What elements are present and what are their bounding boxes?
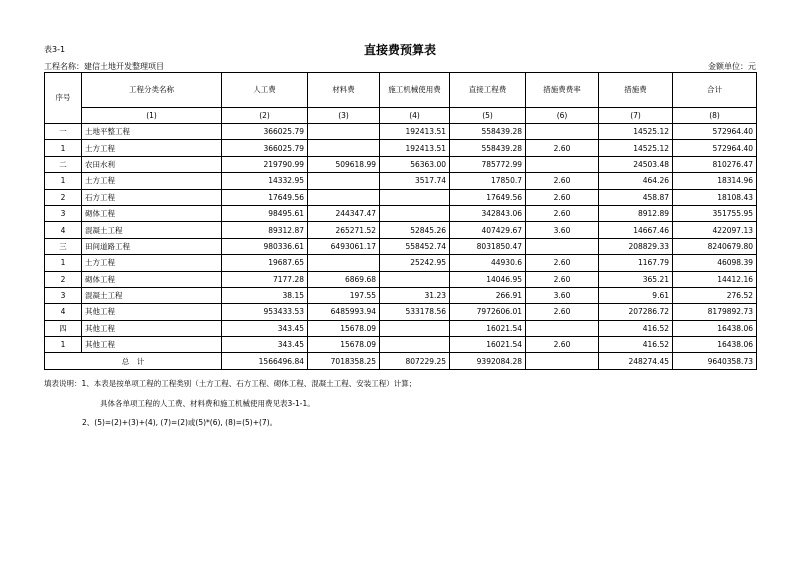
- cell-category: 土方工程: [82, 140, 222, 156]
- table-row: [45, 156, 757, 172]
- cell-category: 土方工程: [82, 255, 222, 271]
- header-cell-direct-cost: 直接工程费: [450, 73, 526, 108]
- header-cell-machinery: 施工机械使用费: [380, 73, 450, 108]
- cell-category: 田间道路工程: [82, 238, 222, 254]
- cell-measure-fee: 365.21: [599, 271, 673, 287]
- cell-category: 其他工程: [82, 337, 222, 353]
- cell-machinery: [380, 205, 450, 221]
- cell-category: 农田水利: [82, 156, 222, 172]
- cell-total: 276.52: [673, 287, 757, 303]
- header-cell-material: 材料费: [308, 73, 380, 108]
- table-row: [45, 320, 757, 336]
- cell-category: 砌体工程: [82, 205, 222, 221]
- cell-labor: 343.45: [222, 320, 308, 336]
- header-cell-total: 合计: [673, 73, 757, 108]
- cell-index: 二: [45, 156, 82, 172]
- cell-measure-fee: 208829.33: [599, 238, 673, 254]
- total-cell-total: 9640358.73: [673, 353, 757, 369]
- cell-machinery: 192413.51: [380, 124, 450, 140]
- cell-measure-rate: [526, 320, 599, 336]
- cell-material: [308, 140, 380, 156]
- cell-index: 四: [45, 320, 82, 336]
- cell-measure-fee: 14667.46: [599, 222, 673, 238]
- cell-machinery: [380, 271, 450, 287]
- cell-material: 15678.09: [308, 320, 380, 336]
- cell-measure-rate: 2.60: [526, 304, 599, 320]
- cell-machinery: 52845.26: [380, 222, 450, 238]
- cell-direct-cost: 407429.67: [450, 222, 526, 238]
- cell-measure-fee: 1167.79: [599, 255, 673, 271]
- total-row: [45, 353, 757, 369]
- cell-index: 4: [45, 304, 82, 320]
- cell-measure-fee: 464.26: [599, 173, 673, 189]
- column-index-cell: (3): [308, 108, 380, 124]
- header-cell-measure-fee: 措施费: [599, 73, 673, 108]
- cell-total: 18108.43: [673, 189, 757, 205]
- cell-labor: 366025.79: [222, 124, 308, 140]
- cell-measure-fee: 8912.89: [599, 205, 673, 221]
- cell-machinery: 3517.74: [380, 173, 450, 189]
- cell-direct-cost: 342843.06: [450, 205, 526, 221]
- cell-machinery: [380, 189, 450, 205]
- cell-material: 6869.68: [308, 271, 380, 287]
- cell-index: 三: [45, 238, 82, 254]
- cell-category: 土地平整工程: [82, 124, 222, 140]
- table-row: [45, 304, 757, 320]
- project-name: 工程名称：建信土地开发整理项目: [44, 62, 164, 71]
- table-row: [45, 140, 757, 156]
- cell-direct-cost: 16021.54: [450, 337, 526, 353]
- cell-category: 其他工程: [82, 304, 222, 320]
- table-row: [45, 287, 757, 303]
- cell-direct-cost: 14046.95: [450, 271, 526, 287]
- cell-measure-fee: 207286.72: [599, 304, 673, 320]
- header-row: [45, 73, 757, 108]
- cell-direct-cost: 785772.99: [450, 156, 526, 172]
- cell-machinery: 56363.00: [380, 156, 450, 172]
- cell-measure-fee: 416.52: [599, 337, 673, 353]
- table-id: 表3-1: [44, 45, 66, 54]
- cell-measure-rate: 2.60: [526, 173, 599, 189]
- cell-index: 2: [45, 271, 82, 287]
- cell-total: 572964.40: [673, 140, 757, 156]
- cell-measure-fee: 14525.12: [599, 140, 673, 156]
- cell-index: 3: [45, 287, 82, 303]
- cell-labor: 19687.65: [222, 255, 308, 271]
- header-cell-measure-rate: 措施费费率: [526, 73, 599, 108]
- table-row: [45, 255, 757, 271]
- cell-measure-rate: 2.60: [526, 140, 599, 156]
- cell-direct-cost: 17850.7: [450, 173, 526, 189]
- cell-total: 572964.40: [673, 124, 757, 140]
- cell-material: 6485993.94: [308, 304, 380, 320]
- cell-total: 16438.06: [673, 337, 757, 353]
- note-line-1: 填表说明：1、本表是按单项工程的工程类别（土方工程、石方工程、砌体工程、混凝土工程、安装工程）计算；: [44, 379, 417, 388]
- cell-machinery: [380, 320, 450, 336]
- cell-category: 混凝土工程: [82, 287, 222, 303]
- cell-category: 砌体工程: [82, 271, 222, 287]
- cell-direct-cost: 16021.54: [450, 320, 526, 336]
- table-row: [45, 238, 757, 254]
- cell-material: [308, 173, 380, 189]
- cell-index: 1: [45, 140, 82, 156]
- cell-direct-cost: 558439.28: [450, 124, 526, 140]
- cell-total: 351755.95: [673, 205, 757, 221]
- cell-measure-rate: 2.60: [526, 271, 599, 287]
- note-line-3: 2、(5)=(2)+(3)+(4), (7)=(2)或(5)*(6), (8)=(5)+(7)。: [82, 418, 278, 427]
- cell-measure-rate: 2.60: [526, 337, 599, 353]
- cell-index: 1: [45, 337, 82, 353]
- cell-measure-fee: 416.52: [599, 320, 673, 336]
- total-cell-machinery: 807229.25: [380, 353, 450, 369]
- cell-material: [308, 255, 380, 271]
- cell-total: 18314.96: [673, 173, 757, 189]
- cell-direct-cost: 8031850.47: [450, 238, 526, 254]
- cell-measure-rate: [526, 156, 599, 172]
- cell-total: 16438.06: [673, 320, 757, 336]
- cell-index: 3: [45, 205, 82, 221]
- cell-total: 46098.39: [673, 255, 757, 271]
- cell-labor: 17649.56: [222, 189, 308, 205]
- currency-unit: 金额单位：元: [708, 62, 756, 71]
- cell-measure-fee: 9.61: [599, 287, 673, 303]
- cell-labor: 343.45: [222, 337, 308, 353]
- cell-total: 810276.47: [673, 156, 757, 172]
- cell-category: 混凝土工程: [82, 222, 222, 238]
- cell-index: 1: [45, 173, 82, 189]
- cell-measure-rate: 2.60: [526, 205, 599, 221]
- cell-total: 14412.16: [673, 271, 757, 287]
- total-cell-measure-rate: [526, 353, 599, 369]
- cell-category: 土方工程: [82, 173, 222, 189]
- cell-material: [308, 124, 380, 140]
- total-cell-direct-cost: 9392084.28: [450, 353, 526, 369]
- budget-table: [44, 72, 757, 370]
- cell-measure-rate: 3.60: [526, 287, 599, 303]
- table-row: [45, 189, 757, 205]
- cell-index: 2: [45, 189, 82, 205]
- column-index-cell: (8): [673, 108, 757, 124]
- total-cell-material: 7018358.25: [308, 353, 380, 369]
- cell-labor: 980336.61: [222, 238, 308, 254]
- cell-direct-cost: 266.91: [450, 287, 526, 303]
- header-cell-labor: 人工费: [222, 73, 308, 108]
- cell-category: 其他工程: [82, 320, 222, 336]
- cell-material: 244347.47: [308, 205, 380, 221]
- cell-index: 一: [45, 124, 82, 140]
- cell-labor: 89312.87: [222, 222, 308, 238]
- cell-labor: 14332.95: [222, 173, 308, 189]
- cell-labor: 38.15: [222, 287, 308, 303]
- column-index-cell: (1): [82, 108, 222, 124]
- table-row: [45, 205, 757, 221]
- cell-machinery: 558452.74: [380, 238, 450, 254]
- table-row: [45, 271, 757, 287]
- cell-direct-cost: 558439.28: [450, 140, 526, 156]
- column-index-cell: (5): [450, 108, 526, 124]
- cell-material: 197.55: [308, 287, 380, 303]
- header-cell-index: 序号: [45, 73, 82, 124]
- cell-measure-fee: 14525.12: [599, 124, 673, 140]
- cell-machinery: [380, 337, 450, 353]
- cell-machinery: 533178.56: [380, 304, 450, 320]
- cell-material: 509618.99: [308, 156, 380, 172]
- column-index-cell: (6): [526, 108, 599, 124]
- cell-machinery: 31.23: [380, 287, 450, 303]
- cell-labor: 219790.99: [222, 156, 308, 172]
- cell-labor: 953433.53: [222, 304, 308, 320]
- cell-labor: 98495.61: [222, 205, 308, 221]
- page-title: 直接费预算表: [363, 43, 436, 57]
- cell-direct-cost: 7972606.01: [450, 304, 526, 320]
- table-row: [45, 173, 757, 189]
- cell-material: [308, 189, 380, 205]
- cell-index: 1: [45, 255, 82, 271]
- cell-machinery: 25242.95: [380, 255, 450, 271]
- cell-category: 石方工程: [82, 189, 222, 205]
- cell-material: 6493061.17: [308, 238, 380, 254]
- cell-total: 422097.13: [673, 222, 757, 238]
- note-line-2: 具体各单项工程的人工费、材料费和施工机械使用费见表3-1-1。: [100, 399, 315, 408]
- cell-measure-rate: 3.60: [526, 222, 599, 238]
- column-index-row: [45, 108, 757, 124]
- column-index-cell: (2): [222, 108, 308, 124]
- total-cell-measure-fee: 248274.45: [599, 353, 673, 369]
- total-cell-total-label: 总 计: [45, 353, 222, 369]
- table-row: [45, 337, 757, 353]
- cell-material: 15678.09: [308, 337, 380, 353]
- table-row: [45, 124, 757, 140]
- table-row: [45, 222, 757, 238]
- cell-measure-fee: 24503.48: [599, 156, 673, 172]
- column-index-cell: (4): [380, 108, 450, 124]
- cell-measure-rate: 2.60: [526, 189, 599, 205]
- cell-measure-fee: 458.87: [599, 189, 673, 205]
- cell-direct-cost: 44930.6: [450, 255, 526, 271]
- header-cell-category: 工程分类名称: [82, 73, 222, 108]
- cell-labor: 7177.28: [222, 271, 308, 287]
- cell-index: 4: [45, 222, 82, 238]
- cell-measure-rate: [526, 238, 599, 254]
- cell-measure-rate: [526, 124, 599, 140]
- cell-total: 8240679.80: [673, 238, 757, 254]
- cell-material: 265271.52: [308, 222, 380, 238]
- total-cell-labor: 1566496.84: [222, 353, 308, 369]
- cell-labor: 366025.79: [222, 140, 308, 156]
- cell-direct-cost: 17649.56: [450, 189, 526, 205]
- cell-machinery: 192413.51: [380, 140, 450, 156]
- cell-measure-rate: 2.60: [526, 255, 599, 271]
- cell-total: 8179892.73: [673, 304, 757, 320]
- column-index-cell: (7): [599, 108, 673, 124]
